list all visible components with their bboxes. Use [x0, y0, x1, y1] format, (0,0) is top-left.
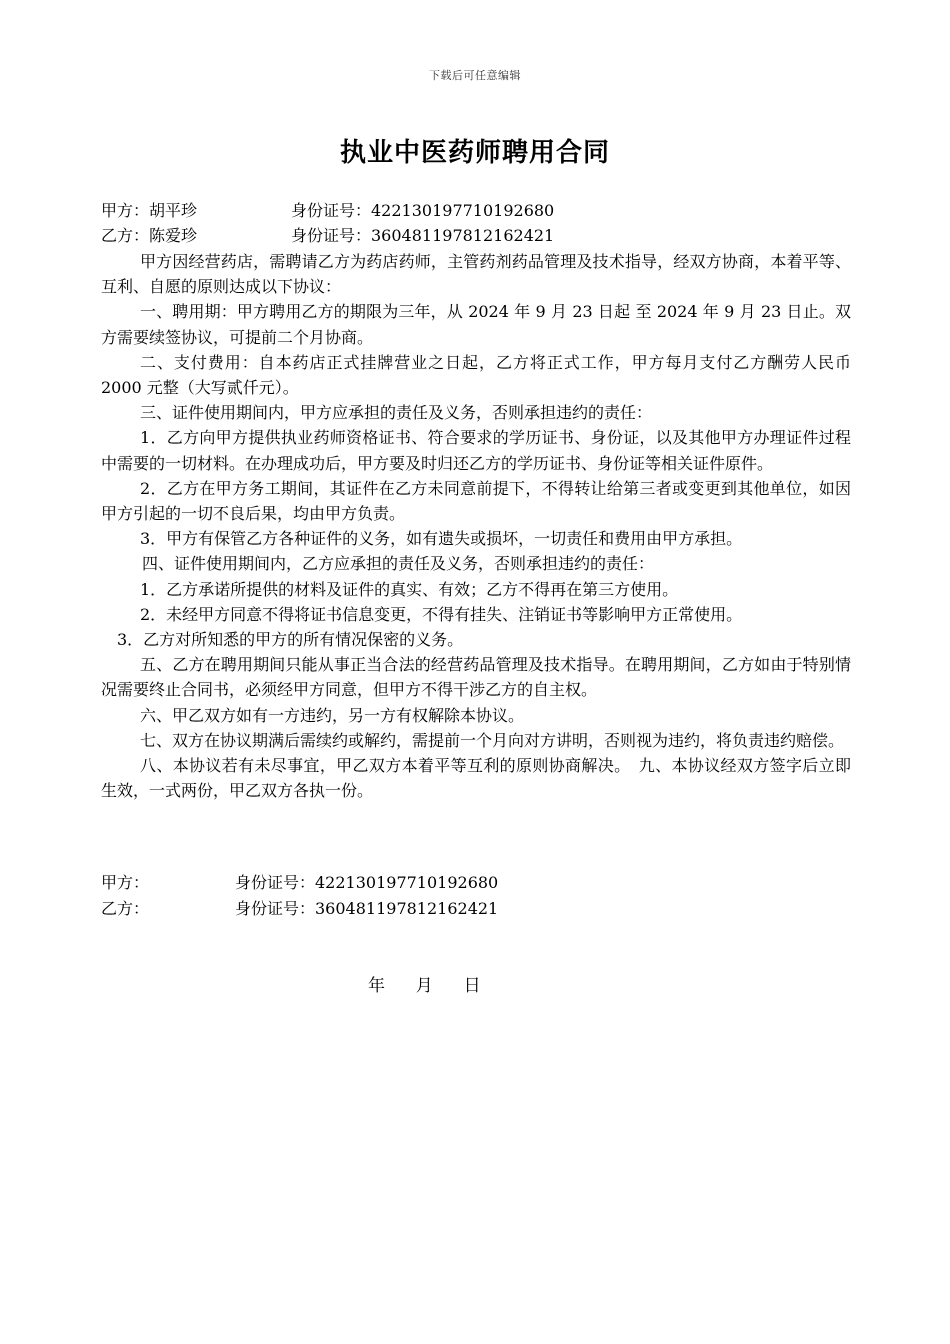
contract-body: [101, 249, 851, 803]
paragraph-eight-nine: 八、本协议若有未尽事宜，甲乙双方本着平等互利的原则协商解决。 九、本协议经双方签字后立即生效，一式两份，甲乙双方各执一份。: [101, 756, 851, 801]
signature-party-b-label: 乙方：: [101, 899, 150, 918]
party-a-name: 甲方：胡平珍: [101, 201, 198, 220]
header-note: 下载后可任意编辑: [429, 69, 521, 82]
paragraph-b-item-3: 3．乙方对所知悉的甲方的所有情况保密的义务。: [117, 630, 464, 650]
document-title: 执业中医药师聘用合同: [339, 138, 610, 168]
signature-party-a-id: 身份证号：422130197710192680: [235, 873, 499, 892]
date-line: 年 月 日: [368, 976, 481, 996]
paragraph-a-item-3: 3．甲方有保管乙方各种证件的义务，如有遗失或损坏，一切责任和费用由甲方承担。: [140, 529, 743, 549]
paragraph-party-a-duties: 三、证件使用期间内，甲方应承担的责任及义务，否则承担违约的责任：: [140, 403, 653, 423]
paragraph-payment: 二、支付费用：自本药店正式挂牌营业之日起，乙方将正式工作，甲方每月支付乙方酬劳人民币 2000 元整（大写贰仟元）。: [101, 352, 851, 398]
signature-party-a-label: 甲方：: [101, 873, 150, 892]
paragraph-seven: 七、双方在协议期满后需续约或解约，需提前一个月向对方讲明，否则视为违约，将负责违约赔偿。: [140, 730, 845, 750]
paragraph-term: 一、聘用期：甲方聘用乙方的期限为三年，从 2024 年 9 月 23 日起 至 2024 年 9 月 23 日止。双方需要续签协议，可提前二个月协商。: [101, 302, 851, 347]
signature-party-a: [101, 870, 499, 896]
signature-party-b-id: 身份证号：360481197812162421: [235, 899, 499, 918]
party-b-id: 身份证号：360481197812162421: [291, 226, 555, 245]
signature-party-b: [101, 896, 499, 922]
party-b-name: 乙方：陈爱珍: [101, 226, 198, 245]
paragraph-b-item-1: 1．乙方承诺所提供的材料及证件的真实、有效；乙方不得再在第三方使用。: [140, 579, 679, 599]
party-a-id: 身份证号：422130197710192680: [291, 201, 555, 220]
paragraph-party-b-duties: 四、证件使用期间内，乙方应承担的责任及义务，否则承担违约的责任：: [142, 554, 655, 574]
party-b-line: [101, 223, 555, 249]
paragraph-a-item-1: 1．乙方向甲方提供执业药师资格证书、符合要求的学历证书、身份证，以及其他甲方办理证件过程中需要的一切材料。在办理成功后，甲方要及时归还乙方的学历证书、身份证等相关证件原件。: [101, 428, 851, 473]
paragraph-a-item-2: 2．乙方在甲方务工期间，其证件在乙方未同意前提下，不得转让给第三者或变更到其他单位，如因甲方引起的一切不良后果，均由甲方负责。: [101, 478, 851, 524]
paragraph-five: 五、乙方在聘用期间只能从事正当合法的经营药品管理及技术指导。在聘用期间，乙方如由于特别情况需要终止合同书，必须经甲方同意，但甲方不得干涉乙方的自主权。: [101, 655, 851, 700]
paragraph-preamble: 甲方因经营药店，需聘请乙方为药店药师，主管药剂药品管理及技术指导，经双方协商，本着平等、互利、自愿的原则达成以下协议：: [101, 252, 851, 297]
paragraph-six: 六、甲乙双方如有一方违约，另一方有权解除本协议。: [140, 705, 525, 725]
paragraph-b-item-2: 2．未经甲方同意不得将证书信息变更，不得有挂失、注销证书等影响甲方正常使用。: [140, 604, 743, 624]
party-a-line: [101, 198, 555, 224]
